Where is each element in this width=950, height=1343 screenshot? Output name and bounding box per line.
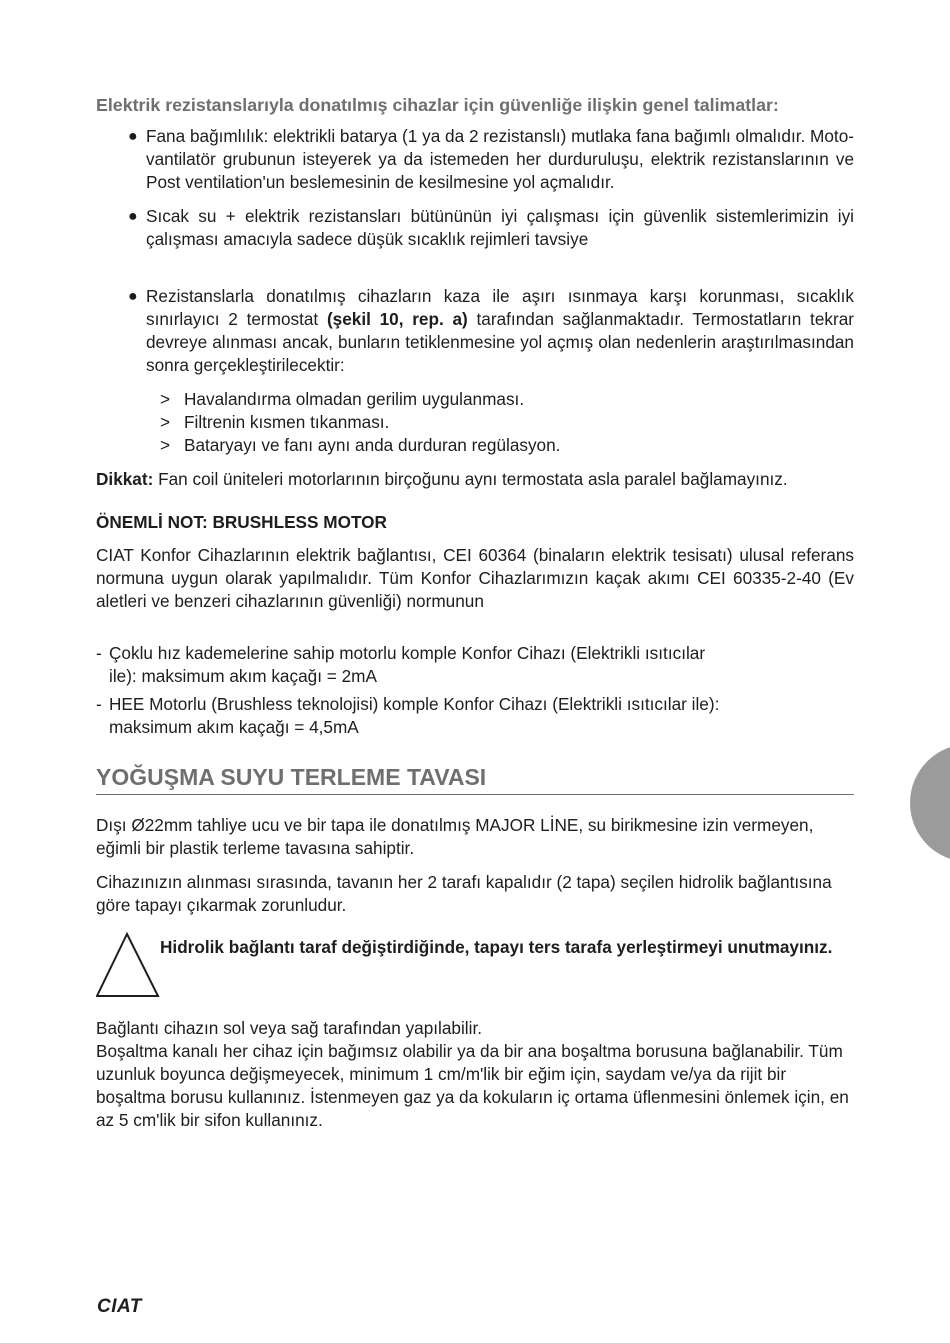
list-item — [96, 205, 854, 251]
bullet-icon: ● — [128, 288, 138, 305]
cause-text: Havalandırma olmadan gerilim uygulanması. — [184, 389, 525, 409]
bullet-icon: ● — [128, 128, 138, 145]
ciat-logo-icon — [96, 1296, 160, 1316]
dash-icon: - — [96, 643, 102, 663]
caution-paragraph — [96, 468, 854, 491]
leakage-line: HEE Motorlu (Brushless teknolojisi) komple Konfor Cihazı (Elektrikli ısıtıcılar ile): — [109, 694, 720, 714]
list-item — [96, 285, 854, 377]
note-heading: ÖNEMLİ NOT: BRUSHLESS MOTOR — [96, 512, 387, 532]
bullet-text-a: Rezistanslarla donatılmış cihazların kaza ile aşırı ısınmaya karşı korunması, sıcaklık sınırlayıcı 2 termostat — [146, 286, 854, 329]
bullet-text: Sıcak su + elektrik rezistansları bütününün iyi çalışması için güvenlik sistemlerimizin iyi çalışması amacıyla sadece düşük sıcaklık rejimleri tavsiye — [146, 206, 854, 249]
caution-text: Fan coil üniteleri motorlarının birçoğunu aynı termostata asla paralel bağlamayınız. — [153, 469, 788, 489]
figure-reference: (şekil 10, rep. a) — [326, 309, 468, 329]
safety-title: Elektrik rezistanslarıyla donatılmış cihazlar için güvenliğe ilişkin genel talimatlar: — [96, 95, 779, 115]
connection-line: Bağlantı cihazın sol veya sağ tarafından yapılabilir. — [96, 1018, 482, 1038]
leakage-list — [96, 642, 854, 739]
leakage-line: Çoklu hız kademelerine sahip motorlu komple Konfor Cihazı (Elektrikli ısıtıcılar — [109, 643, 706, 663]
page-tab-marker — [910, 744, 950, 862]
list-item — [96, 125, 854, 194]
dash-icon: - — [96, 694, 102, 714]
arrow-icon: > — [160, 389, 171, 409]
note-paragraph: CIAT Konfor Cihazlarının elektrik bağlantısı, CEI 60364 (binaların elektrik tesisatı) ulusal referans normuna uygun olarak yapılmalıdır. Tüm Konfor Cihazlarımızın kaçak akımı CEI 60335-2-40 (Ev aletleri ve benzeri cihazlarının güvenliği) normunun — [96, 545, 854, 611]
warning-triangle-icon — [96, 931, 160, 999]
ciat-logo — [96, 1296, 160, 1322]
list-item — [96, 642, 854, 688]
list-item — [96, 411, 854, 434]
page-content — [96, 93, 854, 1132]
list-item — [96, 434, 854, 457]
list-item — [96, 388, 854, 411]
leakage-line: maksimum akım kaçağı = 4,5mA — [109, 717, 359, 737]
list-item — [96, 693, 854, 739]
arrow-icon: > — [160, 435, 171, 455]
arrow-icon: > — [160, 412, 171, 432]
bullet-icon: ● — [128, 208, 138, 225]
condensate-paragraph-1: Dışı Ø22mm tahliye ucu ve bir tapa ile donatılmış MAJOR LİNE, su birikmesine izin vermeyen, eğimli bir plastik terleme tavasına sahiptir. — [96, 815, 814, 858]
warning-text: Hidrolik bağlantı taraf değiştirdiğinde, tapayı ters tarafa yerleştirmeyi unutmayınız. — [160, 937, 833, 957]
cause-list — [96, 388, 854, 457]
bullet-text-b: tarafından sağlanmaktadır. Termostatların tekrar devreye alınması ancak, bunların tetiklenmesine yol açmış olan nedenlerin araştırılmasından sonra gerçekleştirilecektir: — [146, 309, 854, 375]
leakage-line: ile): maksimum akım kaçağı = 2mA — [109, 666, 377, 686]
logo-text: CIAT — [97, 1296, 142, 1316]
safety-bullet-list — [96, 125, 854, 377]
warning-box — [96, 933, 854, 1003]
section-heading: YOĞUŞMA SUYU TERLEME TAVASI — [96, 763, 854, 795]
drain-paragraph: Boşaltma kanalı her cihaz için bağımsız olabilir ya da bir ana boşaltma borusuna bağlanabilir. Tüm uzunluk boyunca değişmeyecek, minimum 1 cm/m'lik bir eğim için, saydam ve/ya da rijit bir boşaltma borusu kullanınız. İstenmeyen gaz ya da kokuların iç ortama üflenmesini önlemek için, en az 5 cm'lik bir sifon kullanınız. — [96, 1041, 849, 1130]
cause-text: Bataryayı ve fanı aynı anda durduran regülasyon. — [184, 435, 561, 455]
bullet-text: Fana bağımlılık: elektrikli batarya (1 ya da 2 rezistanslı) mutlaka fana bağımlı olmalıdır. Moto-vantilatör grubunun isteyerek ya da istemeden her durduruluşu, elektrik rezistanslarının ve Post ventilation'un beslemesinin de kesilmesine yol açmalıdır. — [146, 126, 854, 192]
cause-text: Filtrenin kısmen tıkanması. — [184, 412, 390, 432]
caution-label: Dikkat: — [96, 469, 154, 489]
condensate-paragraph-2: Cihazınızın alınması sırasında, tavanın her 2 tarafı kapalıdır (2 tapa) seçilen hidrolik bağlantısına göre tapayı çıkarmak zorunludur. — [96, 872, 832, 915]
